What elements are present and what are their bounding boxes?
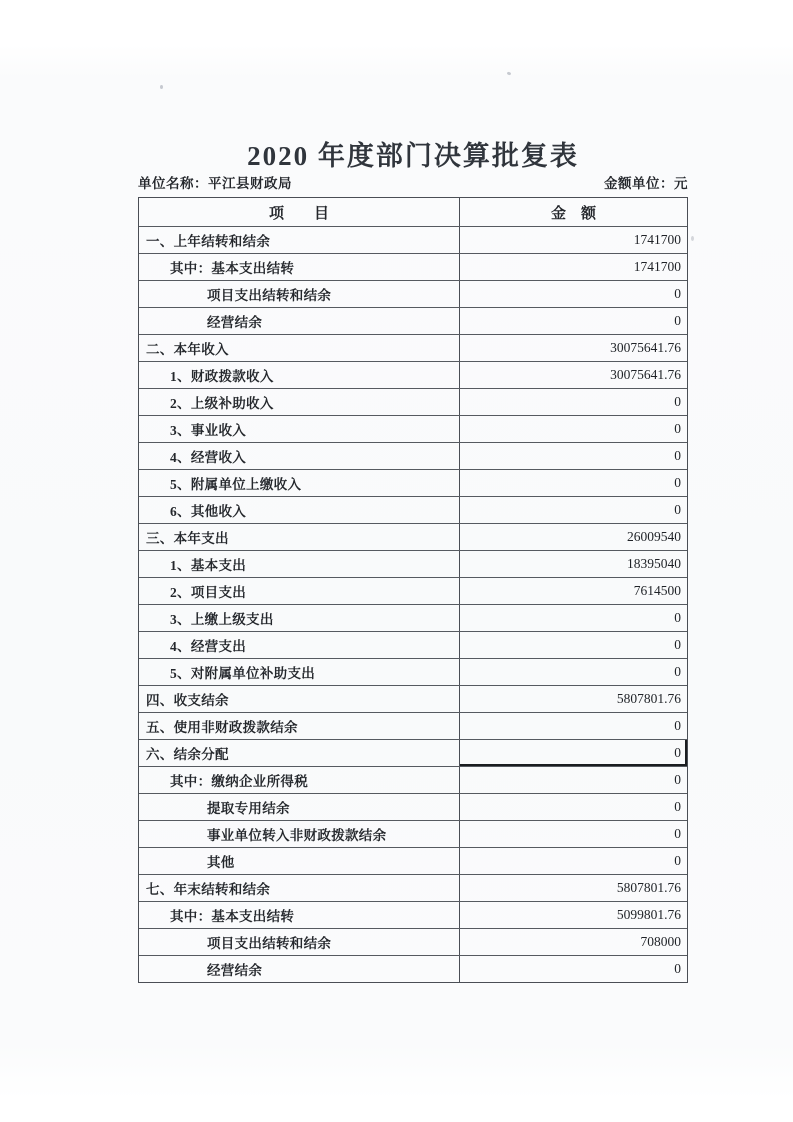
row-amount: 0 [674,718,681,733]
table-row [139,388,687,415]
row-amount: 0 [674,853,681,868]
table-row [139,901,687,928]
table-row [139,550,687,577]
row-label: 1、财政拨款收入 [139,362,460,388]
row-amount: 0 [674,313,681,328]
table-row [139,874,687,901]
table-row [139,766,687,793]
row-amount: 0 [674,664,681,679]
table-row [139,658,687,685]
unit-name-label: 单位名称：平江县财政局 [138,176,292,191]
page-title: 2020 年度部门决算批复表 [247,141,579,171]
row-amount: 0 [674,772,681,787]
table-row [139,577,687,604]
row-label: 其中：基本支出结转 [139,254,460,280]
row-label: 6、其他收入 [139,497,460,523]
row-label: 3、事业收入 [139,416,460,442]
row-amount: 18395040 [627,556,681,571]
row-label: 六、结余分配 [139,740,460,766]
row-amount: 0 [674,610,681,625]
row-amount: 30075641.76 [610,367,681,382]
scan-speck [160,85,163,89]
table-row [139,469,687,496]
row-label: 五、使用非财政拨款结余 [139,713,460,739]
row-amount: 1741700 [633,259,681,274]
row-amount: 0 [674,286,681,301]
row-label: 项目支出结转和结余 [139,281,460,307]
row-amount: 0 [674,421,681,436]
row-label: 七、年末结转和结余 [139,875,460,901]
row-amount: 0 [674,475,681,490]
row-amount: 0 [674,826,681,841]
amount-unit-label: 金额单位：元 [604,176,688,191]
row-label: 经营结余 [139,308,460,334]
row-label: 其中：基本支出结转 [139,902,460,928]
table-row [139,793,687,820]
table-row [139,442,687,469]
table-row [139,361,687,388]
row-amount: 0 [460,740,687,766]
table-row [139,712,687,739]
row-label: 提取专用结余 [139,794,460,820]
row-label: 一、上年结转和结余 [139,227,460,253]
row-amount: 0 [674,961,681,976]
table-row [139,415,687,442]
row-amount: 7614500 [633,583,681,598]
row-label: 2、项目支出 [139,578,460,604]
table-row [139,685,687,712]
row-amount: 5099801.76 [616,907,681,922]
row-label: 5、对附属单位补助支出 [139,659,460,685]
row-amount: 5807801.76 [616,691,681,706]
table-row [139,955,687,982]
row-amount: 26009540 [627,529,681,544]
row-label: 经营结余 [139,956,460,982]
row-label: 5、附属单位上缴收入 [139,470,460,496]
table-row [139,847,687,874]
table-row [139,307,687,334]
row-amount: 0 [674,799,681,814]
row-label: 3、上缴上级支出 [139,605,460,631]
row-amount: 0 [674,502,681,517]
row-amount: 1741700 [633,232,681,247]
row-amount: 0 [674,448,681,463]
table-row [139,820,687,847]
row-label: 4、经营收入 [139,443,460,469]
row-amount: 708000 [640,934,681,949]
table-row [139,253,687,280]
table-row [139,604,687,631]
row-label: 4、经营支出 [139,632,460,658]
row-amount: 0 [674,637,681,652]
table-row [139,226,687,253]
row-amount: 0 [674,394,681,409]
table-row [139,928,687,955]
row-label: 二、本年收入 [139,335,460,361]
table-row [139,523,687,550]
table-body [139,226,687,982]
header-amount-cell: 金 额 [550,205,596,222]
row-label: 事业单位转入非财政拨款结余 [139,821,460,847]
row-amount: 5807801.76 [616,880,681,895]
row-label: 项目支出结转和结余 [139,929,460,955]
header-item-cell: 项 目 [139,198,460,226]
table-row [139,739,687,766]
row-label: 其他 [139,848,460,874]
row-label: 2、上级补助收入 [139,389,460,415]
table-row [139,334,687,361]
table-row [139,631,687,658]
row-label: 其中：缴纳企业所得税 [139,767,460,793]
row-label: 四、收支结余 [139,686,460,712]
row-label: 1、基本支出 [139,551,460,577]
row-amount: 30075641.76 [610,340,681,355]
final-accounts-table [138,197,688,983]
table-header-row [139,198,687,226]
scan-speck [691,236,694,241]
scan-speck [507,71,512,75]
table-row [139,496,687,523]
meta-row [138,172,688,192]
table-row [139,280,687,307]
row-label: 三、本年支出 [139,524,460,550]
